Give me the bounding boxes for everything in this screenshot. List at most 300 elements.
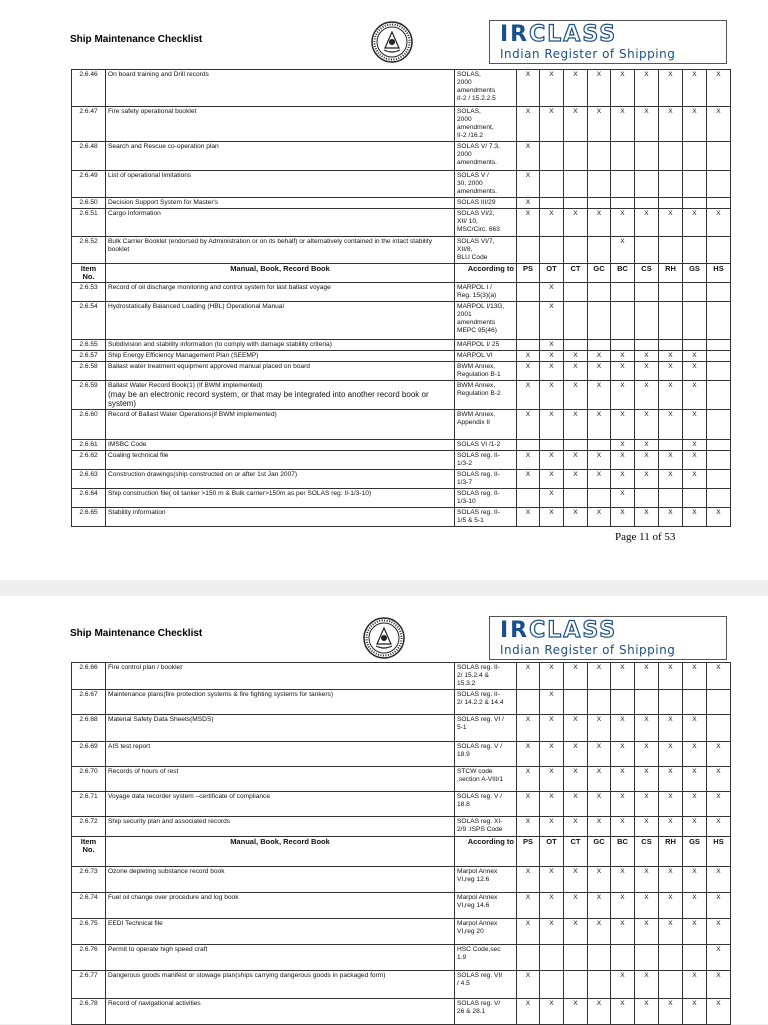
applicability-mark: X bbox=[540, 690, 564, 715]
item-description bbox=[106, 142, 455, 171]
applicability-mark: X bbox=[683, 451, 707, 470]
applicability-mark: X bbox=[540, 767, 564, 792]
regulation-reference: STCW code ,section A-VIII/1 bbox=[455, 767, 517, 792]
applicability-mark bbox=[540, 198, 564, 209]
applicability-mark: X bbox=[540, 381, 564, 410]
applicability-mark: X bbox=[540, 209, 564, 237]
item-description-text: Permit to operate high speed craft bbox=[108, 946, 208, 953]
table-row bbox=[72, 209, 731, 237]
applicability-mark bbox=[707, 302, 731, 340]
item-description bbox=[106, 171, 455, 198]
applicability-mark bbox=[517, 237, 540, 264]
item-description-text: On board training and Drill records bbox=[108, 71, 209, 78]
applicability-mark: X bbox=[517, 971, 540, 999]
applicability-mark: X bbox=[564, 70, 588, 107]
item-description bbox=[106, 919, 455, 945]
applicability-mark: X bbox=[659, 715, 683, 742]
applicability-mark: X bbox=[707, 663, 731, 690]
regulation-reference: SOLAS reg. XI- 2/9 :ISPS Code bbox=[455, 817, 517, 837]
item-description bbox=[106, 690, 455, 715]
applicability-mark: X bbox=[635, 470, 659, 489]
applicability-mark bbox=[517, 302, 540, 340]
applicability-mark bbox=[707, 381, 731, 410]
column-header-bc: BC bbox=[611, 264, 635, 283]
applicability-mark: X bbox=[659, 999, 683, 1025]
table-row bbox=[72, 142, 731, 171]
applicability-mark: X bbox=[588, 410, 611, 440]
applicability-mark: X bbox=[540, 283, 564, 302]
applicability-mark bbox=[659, 142, 683, 171]
applicability-mark: X bbox=[564, 715, 588, 742]
item-number: 2.6.53 bbox=[72, 283, 106, 302]
table-header-row bbox=[72, 264, 731, 283]
regulation-reference: SOLAS reg. V / 18.8 bbox=[455, 792, 517, 817]
table-row bbox=[72, 690, 731, 715]
applicability-mark: X bbox=[540, 340, 564, 351]
item-description bbox=[106, 351, 455, 362]
applicability-mark: X bbox=[564, 470, 588, 489]
applicability-mark bbox=[707, 470, 731, 489]
applicability-mark bbox=[659, 283, 683, 302]
applicability-mark: X bbox=[517, 410, 540, 440]
applicability-mark bbox=[564, 198, 588, 209]
applicability-mark bbox=[588, 237, 611, 264]
item-description-text: Bulk Carrier Booklet (endorsed by Administration or on its behalf) or alternatively contained in the intact stability booklet bbox=[108, 238, 432, 253]
applicability-mark: X bbox=[611, 440, 635, 451]
applicability-mark bbox=[659, 171, 683, 198]
column-header-ps: PS bbox=[517, 264, 540, 283]
applicability-mark bbox=[707, 351, 731, 362]
item-description bbox=[106, 742, 455, 767]
applicability-mark bbox=[611, 340, 635, 351]
applicability-mark bbox=[540, 440, 564, 451]
applicability-mark bbox=[564, 171, 588, 198]
item-number: 2.6.77 bbox=[72, 971, 106, 999]
applicability-mark: X bbox=[707, 70, 731, 107]
applicability-mark bbox=[635, 690, 659, 715]
applicability-mark: X bbox=[564, 999, 588, 1025]
applicability-mark: X bbox=[540, 867, 564, 893]
table-header-row bbox=[72, 837, 731, 867]
applicability-mark bbox=[564, 142, 588, 171]
regulation-reference: SOLAS III/29 bbox=[455, 198, 517, 209]
item-number: 2.6.47 bbox=[72, 107, 106, 142]
applicability-mark bbox=[683, 690, 707, 715]
applicability-mark: X bbox=[588, 867, 611, 893]
applicability-mark bbox=[707, 198, 731, 209]
applicability-mark bbox=[588, 489, 611, 508]
column-header-according-to: According to bbox=[455, 837, 517, 867]
applicability-mark: X bbox=[611, 351, 635, 362]
item-number: 2.6.73 bbox=[72, 867, 106, 893]
item-number: 2.6.74 bbox=[72, 893, 106, 919]
applicability-mark: X bbox=[611, 237, 635, 264]
applicability-mark bbox=[659, 440, 683, 451]
applicability-mark: X bbox=[517, 867, 540, 893]
item-description bbox=[106, 362, 455, 381]
applicability-mark bbox=[635, 302, 659, 340]
applicability-mark: X bbox=[588, 508, 611, 527]
applicability-mark: X bbox=[540, 999, 564, 1025]
applicability-mark: X bbox=[564, 663, 588, 690]
applicability-mark: X bbox=[683, 107, 707, 142]
applicability-mark: X bbox=[659, 410, 683, 440]
regulation-reference: MARPOL I / Reg. 15(3)(a) bbox=[455, 283, 517, 302]
table-row bbox=[72, 470, 731, 489]
applicability-mark bbox=[611, 283, 635, 302]
regulation-reference: SOLAS reg. V / 18.9 bbox=[455, 742, 517, 767]
applicability-mark: X bbox=[517, 893, 540, 919]
applicability-mark: X bbox=[564, 742, 588, 767]
item-description bbox=[106, 489, 455, 508]
item-description bbox=[106, 792, 455, 817]
regulation-reference: SOLAS V / 30, 2000 amendments. bbox=[455, 171, 517, 198]
applicability-mark bbox=[635, 945, 659, 971]
item-description-text: Record of Ballast Water Operations(if BWM implemented) bbox=[108, 411, 277, 418]
applicability-mark: X bbox=[517, 142, 540, 171]
applicability-mark: X bbox=[683, 362, 707, 381]
applicability-mark: X bbox=[588, 362, 611, 381]
table-row bbox=[72, 171, 731, 198]
item-description-text: IMSBC Code bbox=[108, 441, 147, 448]
applicability-mark: X bbox=[611, 715, 635, 742]
item-number: 2.6.75 bbox=[72, 919, 106, 945]
column-header-according-to: According to bbox=[455, 264, 517, 283]
item-description-text: Search and Rescue co-operation plan bbox=[108, 143, 219, 150]
column-header-item-no: Item No. bbox=[72, 264, 106, 283]
applicability-mark: X bbox=[707, 999, 731, 1025]
table-row bbox=[72, 198, 731, 209]
applicability-mark bbox=[564, 302, 588, 340]
item-number: 2.6.46 bbox=[72, 70, 106, 107]
item-description-text: Subdivision and stability information (to comply with damage stability criteria) bbox=[108, 341, 332, 348]
table-row bbox=[72, 715, 731, 742]
applicability-mark: X bbox=[517, 715, 540, 742]
column-header-ps: PS bbox=[517, 837, 540, 867]
applicability-mark: X bbox=[540, 663, 564, 690]
item-number: 2.6.78 bbox=[72, 999, 106, 1025]
applicability-mark bbox=[683, 142, 707, 171]
applicability-mark: X bbox=[659, 451, 683, 470]
applicability-mark bbox=[540, 142, 564, 171]
applicability-mark: X bbox=[611, 767, 635, 792]
applicability-mark bbox=[564, 945, 588, 971]
applicability-mark: X bbox=[540, 107, 564, 142]
logo-subtitle: Indian Register of Shipping bbox=[500, 47, 676, 61]
applicability-mark: X bbox=[540, 70, 564, 107]
item-description bbox=[106, 867, 455, 893]
applicability-mark: X bbox=[611, 381, 635, 410]
item-number: 2.6.55 bbox=[72, 340, 106, 351]
item-description-text: Records of hours of rest bbox=[108, 768, 179, 775]
applicability-mark bbox=[659, 945, 683, 971]
item-description-text: Stability information bbox=[108, 509, 166, 516]
applicability-mark bbox=[635, 340, 659, 351]
applicability-mark bbox=[564, 971, 588, 999]
regulation-reference: MARPOL I/13G, 2001 amendments MEPC 95(46) bbox=[455, 302, 517, 340]
applicability-mark: X bbox=[611, 410, 635, 440]
applicability-mark: X bbox=[683, 70, 707, 107]
item-description-text: Ship construction file( oil tanker >150 m & Bulk carrier>150m as per SOLAS reg. II-1/3-10) bbox=[108, 490, 372, 497]
item-number: 2.6.54 bbox=[72, 302, 106, 340]
regulation-reference: SOLAS reg. II- 1/3-7 bbox=[455, 470, 517, 489]
applicability-mark: X bbox=[659, 919, 683, 945]
applicability-mark: X bbox=[659, 381, 683, 410]
applicability-mark bbox=[564, 690, 588, 715]
applicability-mark bbox=[683, 302, 707, 340]
applicability-mark: X bbox=[707, 209, 731, 237]
applicability-mark bbox=[588, 171, 611, 198]
applicability-mark bbox=[683, 489, 707, 508]
applicability-mark: X bbox=[540, 362, 564, 381]
table-row bbox=[72, 817, 731, 837]
table-row bbox=[72, 945, 731, 971]
applicability-mark: X bbox=[635, 715, 659, 742]
item-description-text: Ship security plan and associated records bbox=[108, 818, 231, 825]
applicability-mark bbox=[707, 440, 731, 451]
logo-wordmark: IRCLASS bbox=[500, 22, 618, 47]
table-row bbox=[72, 867, 731, 893]
applicability-mark bbox=[611, 171, 635, 198]
page-number: Page 11 of 53 bbox=[615, 531, 676, 543]
applicability-mark: X bbox=[659, 817, 683, 837]
applicability-mark: X bbox=[635, 971, 659, 999]
applicability-mark: X bbox=[611, 817, 635, 837]
column-header-gs: GS bbox=[683, 837, 707, 867]
applicability-mark: X bbox=[635, 919, 659, 945]
applicability-mark bbox=[540, 971, 564, 999]
column-header-ct: CT bbox=[564, 264, 588, 283]
item-number: 2.6.71 bbox=[72, 792, 106, 817]
item-description bbox=[106, 817, 455, 837]
table-row bbox=[72, 362, 731, 381]
applicability-mark: X bbox=[540, 742, 564, 767]
applicability-mark: X bbox=[611, 362, 635, 381]
table-row bbox=[72, 792, 731, 817]
applicability-mark: X bbox=[683, 410, 707, 440]
column-header-gs: GS bbox=[683, 264, 707, 283]
item-description bbox=[106, 767, 455, 792]
irclass-logo bbox=[489, 20, 727, 64]
applicability-mark bbox=[683, 198, 707, 209]
applicability-mark: X bbox=[588, 381, 611, 410]
applicability-mark: X bbox=[683, 867, 707, 893]
applicability-mark bbox=[635, 171, 659, 198]
applicability-mark: X bbox=[683, 767, 707, 792]
item-description-text: Voyage data recorder system –certificate of compliance bbox=[108, 793, 270, 800]
item-number: 2.6.72 bbox=[72, 817, 106, 837]
item-description-text: Material Safety Data Sheets(MSDS) bbox=[108, 716, 214, 723]
applicability-mark: X bbox=[517, 107, 540, 142]
applicability-mark: X bbox=[540, 893, 564, 919]
document-page-12 bbox=[0, 596, 768, 1024]
column-header-cs: CS bbox=[635, 837, 659, 867]
applicability-mark bbox=[683, 283, 707, 302]
applicability-mark: X bbox=[564, 893, 588, 919]
applicability-mark: X bbox=[564, 767, 588, 792]
applicability-mark bbox=[588, 302, 611, 340]
applicability-mark bbox=[635, 198, 659, 209]
item-description bbox=[106, 893, 455, 919]
applicability-mark: X bbox=[588, 715, 611, 742]
item-number: 2.6.64 bbox=[72, 489, 106, 508]
applicability-mark: X bbox=[540, 817, 564, 837]
column-header-rh: RH bbox=[659, 837, 683, 867]
applicability-mark: X bbox=[707, 817, 731, 837]
applicability-mark: X bbox=[540, 302, 564, 340]
applicability-mark: X bbox=[611, 663, 635, 690]
applicability-mark: X bbox=[659, 792, 683, 817]
regulation-reference: SOLAS, 2000 amendment, II-2 /16.2 bbox=[455, 107, 517, 142]
applicability-mark: X bbox=[611, 209, 635, 237]
applicability-mark: X bbox=[564, 451, 588, 470]
item-description bbox=[106, 209, 455, 237]
applicability-mark bbox=[683, 945, 707, 971]
applicability-mark: X bbox=[683, 971, 707, 999]
applicability-mark: X bbox=[659, 70, 683, 107]
applicability-mark: X bbox=[659, 663, 683, 690]
applicability-mark bbox=[683, 340, 707, 351]
applicability-mark: X bbox=[659, 508, 683, 527]
applicability-mark: X bbox=[517, 792, 540, 817]
item-number: 2.6.52 bbox=[72, 237, 106, 264]
applicability-mark bbox=[588, 340, 611, 351]
item-number: 2.6.67 bbox=[72, 690, 106, 715]
applicability-mark: X bbox=[683, 742, 707, 767]
page-title: Ship Maintenance Checklist bbox=[70, 628, 203, 639]
applicability-mark: X bbox=[517, 351, 540, 362]
applicability-mark bbox=[611, 690, 635, 715]
item-description-text: Fire control plan / booklet bbox=[108, 664, 183, 671]
table-row bbox=[72, 663, 731, 690]
item-number: 2.6.58 bbox=[72, 362, 106, 381]
applicability-mark bbox=[707, 451, 731, 470]
item-description-text: Ballast water treatment equipment approved manual placed on board bbox=[108, 363, 310, 370]
table-row bbox=[72, 283, 731, 302]
column-header-description: Manual, Book, Record Book bbox=[106, 264, 455, 283]
item-description-text: Fire safety operational booklet bbox=[108, 108, 197, 115]
item-description-text: Ship Energy Efficiency Management Plan (SEEMP) bbox=[108, 352, 259, 359]
applicability-mark: X bbox=[517, 817, 540, 837]
table-row bbox=[72, 767, 731, 792]
applicability-mark: X bbox=[611, 792, 635, 817]
applicability-mark: X bbox=[707, 971, 731, 999]
regulation-reference: BWM Annex, Appendix II bbox=[455, 410, 517, 440]
applicability-mark: X bbox=[517, 362, 540, 381]
table-row bbox=[72, 451, 731, 470]
regulation-reference: SOLAS reg. II- 1/3-10 bbox=[455, 489, 517, 508]
column-header-ct: CT bbox=[564, 837, 588, 867]
applicability-mark: X bbox=[683, 440, 707, 451]
applicability-mark: X bbox=[517, 999, 540, 1025]
table-row bbox=[72, 489, 731, 508]
table-row bbox=[72, 302, 731, 340]
table-row bbox=[72, 971, 731, 999]
applicability-mark: X bbox=[564, 351, 588, 362]
regulation-reference: SOLAS V/ 7.3, 2000 amendments. bbox=[455, 142, 517, 171]
column-header-cs: CS bbox=[635, 264, 659, 283]
applicability-mark: X bbox=[659, 362, 683, 381]
applicability-mark bbox=[659, 340, 683, 351]
applicability-mark: X bbox=[588, 999, 611, 1025]
item-description-text: Dangerous goods manifest or stowage plan(ships carrying dangerous goods in packaged form) bbox=[108, 972, 386, 979]
regulation-reference: Marpol Annex VI,reg 14.6 bbox=[455, 893, 517, 919]
applicability-mark: X bbox=[588, 470, 611, 489]
applicability-mark: X bbox=[635, 893, 659, 919]
column-header-description: Manual, Book, Record Book bbox=[106, 837, 455, 867]
irclass-seal-icon bbox=[370, 20, 414, 64]
item-number: 2.6.61 bbox=[72, 440, 106, 451]
applicability-mark: X bbox=[707, 867, 731, 893]
applicability-mark bbox=[707, 489, 731, 508]
applicability-mark: X bbox=[707, 945, 731, 971]
applicability-mark bbox=[588, 198, 611, 209]
applicability-mark: X bbox=[564, 362, 588, 381]
applicability-mark: X bbox=[517, 470, 540, 489]
applicability-mark: X bbox=[611, 742, 635, 767]
item-description-text: Construction drawings(ship constructed on or after 1st Jan 2007) bbox=[108, 471, 298, 478]
applicability-mark bbox=[707, 237, 731, 264]
item-number: 2.6.48 bbox=[72, 142, 106, 171]
regulation-reference: SOLAS reg. V/ 26 & 28.1 bbox=[455, 999, 517, 1025]
table-row bbox=[72, 999, 731, 1025]
item-description-text: Fuel oil change over procedure and log book bbox=[108, 894, 239, 901]
applicability-mark: X bbox=[707, 742, 731, 767]
item-description-text: Decision Support System for Master's bbox=[108, 199, 219, 206]
table-row bbox=[72, 351, 731, 362]
applicability-mark: X bbox=[588, 893, 611, 919]
applicability-mark: X bbox=[564, 381, 588, 410]
column-header-gc: GC bbox=[588, 837, 611, 867]
applicability-mark: X bbox=[635, 663, 659, 690]
column-header-hs: HS bbox=[707, 264, 731, 283]
item-description bbox=[106, 470, 455, 489]
item-description bbox=[106, 945, 455, 971]
applicability-mark: X bbox=[635, 410, 659, 440]
applicability-mark: X bbox=[707, 893, 731, 919]
applicability-mark: X bbox=[517, 767, 540, 792]
applicability-mark: X bbox=[517, 451, 540, 470]
applicability-mark: X bbox=[517, 742, 540, 767]
column-header-item-no: Item No. bbox=[72, 837, 106, 867]
applicability-mark bbox=[707, 362, 731, 381]
table-row bbox=[72, 237, 731, 264]
table-row bbox=[72, 410, 731, 440]
applicability-mark: X bbox=[517, 919, 540, 945]
applicability-mark: X bbox=[707, 508, 731, 527]
applicability-mark: X bbox=[659, 742, 683, 767]
regulation-reference: MARPOL VI bbox=[455, 351, 517, 362]
applicability-mark: X bbox=[683, 893, 707, 919]
applicability-mark bbox=[588, 971, 611, 999]
irclass-seal-icon bbox=[362, 616, 406, 660]
applicability-mark bbox=[611, 142, 635, 171]
checklist-table bbox=[71, 69, 731, 527]
applicability-mark bbox=[683, 171, 707, 198]
applicability-mark: X bbox=[659, 893, 683, 919]
applicability-mark bbox=[659, 237, 683, 264]
applicability-mark: X bbox=[588, 919, 611, 945]
column-header-bc: BC bbox=[611, 837, 635, 867]
applicability-mark: X bbox=[659, 351, 683, 362]
applicability-mark: X bbox=[635, 792, 659, 817]
applicability-mark: X bbox=[635, 767, 659, 792]
applicability-mark: X bbox=[540, 919, 564, 945]
column-header-ot: OT bbox=[540, 264, 564, 283]
applicability-mark: X bbox=[611, 999, 635, 1025]
applicability-mark: X bbox=[635, 107, 659, 142]
applicability-mark: X bbox=[683, 663, 707, 690]
